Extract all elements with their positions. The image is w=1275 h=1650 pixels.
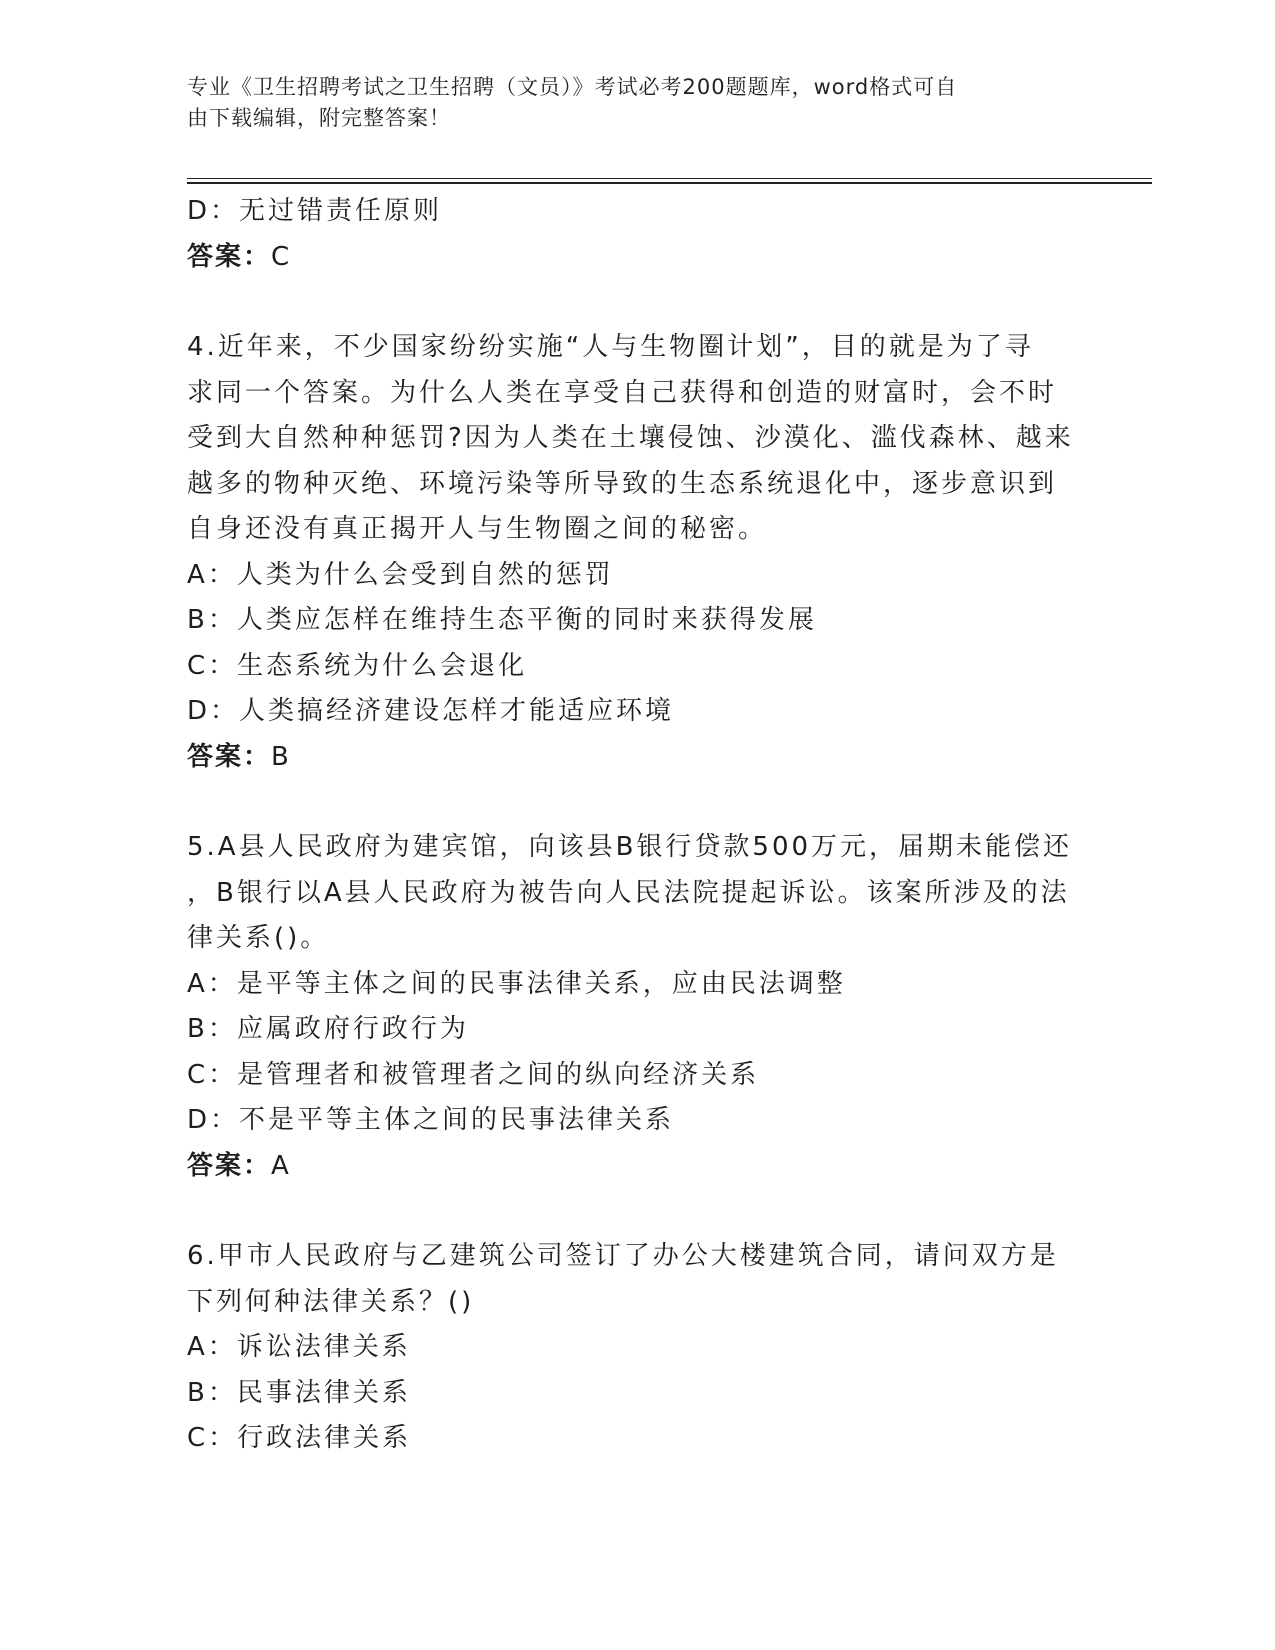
answer-line (187, 235, 1087, 281)
option-b: B：人类应怎样在维持生态平衡的同时来获得发展 (187, 605, 817, 635)
option-c: C：是管理者和被管理者之间的纵向经济关系 (187, 1059, 760, 1090)
answer-line (187, 735, 1087, 781)
answer-label: 答案： (187, 1150, 272, 1181)
question-4 (187, 325, 1087, 780)
question-6 (187, 1234, 1087, 1462)
answer-value: C (271, 241, 292, 272)
question-stem-line: ，B银行以A县人民政府为被告向人民法院提起诉讼。该案所涉及的法 (187, 877, 1070, 908)
spacer (187, 780, 1087, 825)
option-d: D：不是平等主体之间的民事法律关系 (187, 1105, 675, 1135)
question-stem-line: 越多的物种灭绝、环境污染等所导致的生态系统退化中，逐步意识到 (187, 468, 1058, 499)
question-stem-line: 下列何种法律关系？() (187, 1286, 475, 1317)
question-stem-line: 6.甲市人民政府与乙建筑公司签订了办公大楼建筑合同，请问双方是 (187, 1241, 1059, 1271)
answer-label: 答案： (187, 241, 272, 272)
option-c: C：生态系统为什么会退化 (187, 650, 528, 681)
answer-value: B (271, 741, 291, 772)
header-divider-thick (187, 182, 1152, 184)
option-a: A：诉讼法律关系 (187, 1332, 411, 1362)
answer-line (187, 1144, 1087, 1190)
option-b: B：应属政府行政行为 (187, 1014, 469, 1044)
option-a: A：是平等主体之间的民事法律关系，应由民法调整 (187, 968, 846, 999)
answer-value: A (271, 1150, 291, 1181)
question-stem-line: 4.近年来，不少国家纷纷实施“人与生物圈计划”，目的就是为了寻 (187, 332, 1034, 362)
option-d: D：人类搞经济建设怎样才能适应环境 (187, 696, 675, 726)
option-a: A：人类为什么会受到自然的惩罚 (187, 559, 614, 590)
option-d: D：无过错责任原则 (187, 196, 443, 226)
answer-label: 答案： (187, 741, 272, 772)
option-b: B：民事法律关系 (187, 1377, 411, 1408)
question-5 (187, 825, 1087, 1189)
question-stem-line: 5.A县人民政府为建宾馆，向该县B银行贷款500万元，届期未能偿还 (187, 832, 1073, 862)
spacer (187, 1189, 1087, 1234)
spacer (187, 280, 1087, 325)
document-body (187, 189, 1087, 1462)
header-line-2: 由下载编辑，附完整答案！ (187, 106, 451, 130)
header-line-1: 专业《卫生招聘考试之卫生招聘（文员）》考试必考200题题库，word格式可自 (187, 75, 958, 99)
question-stem-line: 求同一个答案。为什么人类在享受自己获得和创造的财富时，会不时 (187, 377, 1058, 408)
header-divider-thin (187, 178, 1152, 179)
question-stem-line: 自身还没有真正揭开人与生物圈之间的秘密。 (187, 514, 768, 544)
question-stem-line: 律关系()。 (187, 923, 330, 953)
question-stem-line: 受到大自然种种惩罚?因为人类在土壤侵蚀、沙漠化、滥伐森林、越来 (187, 423, 1074, 453)
option-c: C：行政法律关系 (187, 1423, 412, 1453)
document-header (187, 72, 1067, 134)
